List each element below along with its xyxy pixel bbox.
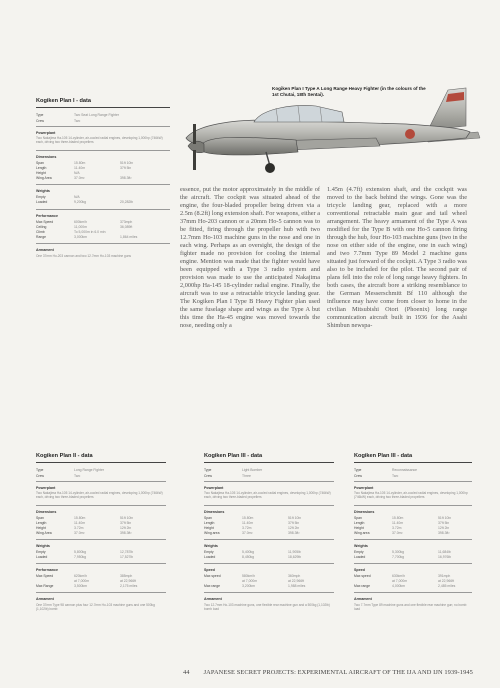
plan2-divider-4 xyxy=(36,563,166,564)
plan3b-speed-altitude: at 7,000m at 22,966ft xyxy=(392,579,455,583)
plan2-weight-loaded: Loaded 7,950kg 17,527lb xyxy=(36,555,134,559)
plan3b-divider-1 xyxy=(354,481,472,482)
plan3b-title: Kogiken Plan III - data xyxy=(354,453,413,459)
plan3a-speed-max: Max speed 580km/h 360mph xyxy=(204,574,301,578)
plan2-weights-label: Weights xyxy=(36,544,50,548)
plan2-powerplant-label: Powerplant xyxy=(36,486,56,490)
plan3a-divider-4 xyxy=(204,563,334,564)
plan1-weights-label: Weights xyxy=(36,189,50,193)
plan3b-row-type: Type Reconnaissance xyxy=(354,468,418,472)
plan3a-speed-range: Max range 3,200km 1,988 miles xyxy=(204,584,306,588)
plan1-dim-span: Span 15.80m 51ft 10in xyxy=(36,161,134,165)
plan3a-armament-text: Two 12.7mm Ho-103 machine guns, one flexible rear machine gun and a 500kg (1,102lb) bomb load xyxy=(204,603,330,612)
plan1-perf-range: Range 3,000km 1,864 miles xyxy=(36,235,138,239)
plan1-perf-speed: Max Speed 600km/h 373mph xyxy=(36,220,133,224)
plan1-divider-2 xyxy=(36,150,170,151)
plan2-row-crew: Crew Two xyxy=(36,474,81,478)
plan3a-row-crew: Crew Three xyxy=(204,474,251,478)
plan3a-divider-1 xyxy=(204,481,334,482)
plan2-dim-span: Span 15.80m 51ft 10in xyxy=(36,516,134,520)
plan1-perf-climb: Climb To 5,000m in 6.0 min xyxy=(36,230,106,234)
plan3a-dim-length: Length 11.40m 37ft 5in xyxy=(204,521,300,525)
plan2-dim-wing-area: Wing Area 37.0m² 398.3ft² xyxy=(36,531,132,535)
plan2-armament-label: Armament xyxy=(36,597,54,601)
plan3b-speed-max: Max speed 630km/h 391mph xyxy=(354,574,451,578)
plan3b-powerplant-label: Powerplant xyxy=(354,486,374,490)
plan1-performance-label: Performance xyxy=(36,214,58,218)
plan3a-powerplant-text: Two Nakajima Ha-105 14-cylinder, air-cooled radial engines, developing 1,000hp (746kW) each, driving two three-bladed propellers xyxy=(204,491,331,500)
plan1-divider-1 xyxy=(36,126,170,127)
plan3b-dim-span: Span 15.80m 51ft 10in xyxy=(354,516,452,520)
plan1-powerplant-text: Two Nakajima Ha-105 14-cylinder, air-cooled radial engines, developing 1,000hp (746kW) each, driving two three-bladed propellers xyxy=(36,136,163,145)
plan3a-dim-span: Span 15.80m 51ft 10in xyxy=(204,516,302,520)
plan3b-dimensions-label: Dimensions xyxy=(354,510,375,514)
plan3b-powerplant-text: Two Nakajima Ha-105 14-cylinder, air-cooled radial engines, developing 1,000hp (746kW) each, driving two three-bladed propellers xyxy=(354,491,468,500)
plan3b-dim-wing-area: Wing area 37.0m² 398.3ft² xyxy=(354,531,450,535)
plan1-perf-ceiling: Ceiling 11,000m 36,089ft xyxy=(36,225,133,229)
plan3b-armament-text: Two 7.7mm Type 89 machine guns and one flexible rear machine gun; no bomb load xyxy=(354,603,467,612)
page-footer xyxy=(183,669,473,676)
plan3a-speed-label: Speed xyxy=(204,568,215,572)
plan3a-dimensions-label: Dimensions xyxy=(204,510,225,514)
plan3b-divider-3 xyxy=(354,539,472,540)
plan2-perf-speed: Max Speed 620km/h 385mph xyxy=(36,574,133,578)
plan3a-weight-empty: Empty 5,400kg 11,905lb xyxy=(204,550,301,554)
plan3a-dim-height: Height 3.72m 12ft 2in xyxy=(204,526,300,530)
plan3b-weight-empty: Empty 5,300kg 11,684lb xyxy=(354,550,451,554)
plan3b-armament-label: Armament xyxy=(354,597,372,601)
plan3b-dim-height: Height 3.72m 12ft 2in xyxy=(354,526,450,530)
plan1-title: Kogiken Plan I - data xyxy=(36,98,92,104)
plan2-title: Kogiken Plan II - data xyxy=(36,453,93,459)
plan2-rule xyxy=(36,462,166,463)
plan2-divider-3 xyxy=(36,539,166,540)
plan3b-divider-5 xyxy=(354,592,472,593)
plan3a-powerplant-label: Powerplant xyxy=(204,486,224,490)
plan3b-divider-2 xyxy=(354,505,472,506)
plan3a-divider-3 xyxy=(204,539,334,540)
plan2-weight-empty: Empty 5,800kg 12,787lb xyxy=(36,550,134,554)
plan2-performance-label: Performance xyxy=(36,568,58,572)
plan3a-row-type: Type Light Bomber xyxy=(204,468,263,472)
plan1-weight-empty: Empty N/A xyxy=(36,195,80,199)
plan3b-rule xyxy=(354,462,472,463)
plan3b-dim-length: Length 11.40m 37ft 5in xyxy=(354,521,450,525)
plan3b-speed-label: Speed xyxy=(354,568,365,572)
plan3b-row-crew: Crew Two xyxy=(354,474,399,478)
plan3a-divider-5 xyxy=(204,592,334,593)
plan2-row-type: Type Long Range Fighter xyxy=(36,468,104,472)
plan3a-dim-wing-area: Wing area 37.0m² 398.3ft² xyxy=(204,531,300,535)
plan1-armament-label: Armament xyxy=(36,248,54,252)
plan1-armament-text: One 37mm Ho-203 cannon and two 12.7mm Ho-103 machine guns xyxy=(36,254,131,258)
plan2-dimensions-label: Dimensions xyxy=(36,510,57,514)
plan1-dim-wing-area: Wing Area 37.0m² 398.3ft² xyxy=(36,176,132,180)
body-column-1: essence, put the motor approximately in the middle of the aircraft. The cockpit was situated ahead of the engine, the four-bladed propeller being driven via a 2.5m (8.2ft) long extension shaft. For weapons, either a 37mm Ho-203 cannon or a 20mm Ho-5 cannon was to be fitted, firing through the propeller hub with two 12.7mm Ho-103 machine guns in the nose and one in each wing. Perhaps as an oversight, the design of the fighter made no provision for cooling the internal engine. Mention was made that the fighter would have been equipped with a Type 3 radio system and provision was made to use the anticipated Nakajima 2,000hp Ha-145 18-cylinder radial engine. Finally, the aircraft was to use a retractable tricycle landing gear. The Kogiken Plan I Type B Heavy Fighter plan used the same fuselage shape and wings as the Type A but this time the Ha-45 engine was moved towards the nose, needing only a xyxy=(180,186,320,330)
plan2-powerplant-text: Two Nakajima Ha-105 14-cylinder, air-cooled radial engines, developing 1,000hp (746kW) each, driving two three-bladed propellers xyxy=(36,491,163,500)
plan2-divider-2 xyxy=(36,505,166,506)
page-number: 44 xyxy=(183,669,190,676)
plan2-perf-range: Max Range 3,500km 2,175 miles xyxy=(36,584,138,588)
plan2-divider-5 xyxy=(36,592,166,593)
plan3a-speed-altitude: at 7,000m at 22,966ft xyxy=(242,579,305,583)
plan3a-rule xyxy=(204,462,334,463)
plan3b-speed-range: Max range 4,000km 2,485 miles xyxy=(354,584,456,588)
body-column-2: 1.45m (4.7ft) extension shaft, and the cockpit was moved to the back behind the wings. Gone was the tricycle landing gear, replaced with a more conventional retractable main gear and tail wheel arrangement. The heavy armament of the Type A was modified for the Type B with one Ho-5 cannon firing through the hub, four Ho-103 machine guns (two in the nose on either side of the engine, one in each wing) and two 7.7mm Type 89 Model 2 machine guns situated just forward of the cockpit. A Type 3 radio was also to be included for the pilot. The second pair of plans fell into the role of long range heavy fighters. In both cases, the aircraft bore a striking resemblance to the German Messerschmitt Bf 110 although the influence may have come from closer to home in the civilian Mitsubishi Otori (Phoenix) long range communication aircraft built in 1936 for the Asahi Shimbun newspa- xyxy=(327,186,467,330)
plan1-dimensions-label: Dimensions xyxy=(36,155,57,159)
plan3a-weights-label: Weights xyxy=(204,544,218,548)
plan3b-weight-loaded: Loaded 7,700kg 16,976lb xyxy=(354,555,452,559)
plan3b-weights-label: Weights xyxy=(354,544,368,548)
plan1-divider-4 xyxy=(36,209,170,210)
plan1-row-crew: Crew Two xyxy=(36,119,81,123)
plan1-weight-loaded: Loaded 9,200kg 20,282lb xyxy=(36,200,134,204)
plan1-dim-length: Length 11.40m 37ft 5in xyxy=(36,166,132,170)
plan1-dim-height: Height N/A xyxy=(36,171,80,175)
plan2-dim-length: Length 11.40m 37ft 5in xyxy=(36,521,132,525)
plan1-row-type: Type Two Seat Long Range Fighter xyxy=(36,113,120,117)
book-title: JAPANESE SECRET PROJECTS: EXPERIMENTAL AIRCRAFT OF THE IJA AND IJN 1939-1945 xyxy=(203,669,473,676)
plan2-dim-height: Height 3.72m 12ft 2in xyxy=(36,526,132,530)
plan3a-title: Kogiken Plan III - data xyxy=(204,453,263,459)
plan2-armament-text: One 37mm Type 98 cannon plus four 12.7mm Ho-103 machine guns and one 500kg (1,102lb) bomb xyxy=(36,603,155,612)
plan2-divider-1 xyxy=(36,481,166,482)
plan3a-armament-label: Armament xyxy=(204,597,222,601)
plan1-divider-3 xyxy=(36,184,170,185)
plan1-powerplant-label: Powerplant xyxy=(36,131,56,135)
plan3b-divider-4 xyxy=(354,563,472,564)
plan3a-divider-2 xyxy=(204,505,334,506)
illustration-caption: Kogiken Plan I Type A Long Range Heavy Fighter (in the colours of the 1st Chutai, 18th Sentai). xyxy=(272,86,426,97)
plan1-divider-5 xyxy=(36,243,170,244)
plan3a-weight-loaded: Loaded 8,450kg 18,629lb xyxy=(204,555,302,559)
plan2-perf-altitude: at 7,000m at 22,966ft xyxy=(74,579,137,583)
plan1-rule xyxy=(36,107,170,108)
